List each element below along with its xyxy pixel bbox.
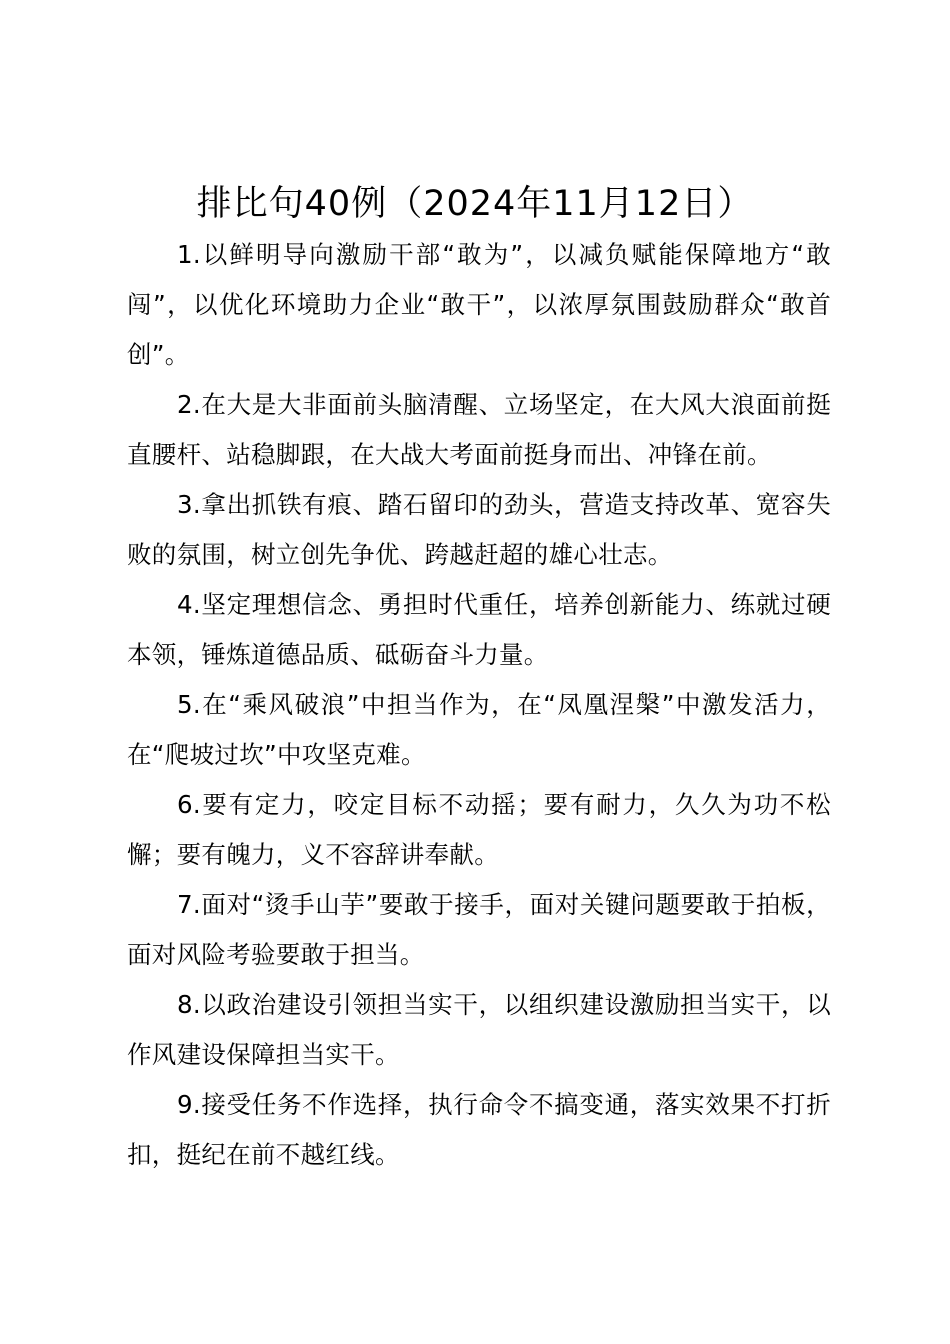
- paragraph-9: 9.接受任务不作选择，执行命令不搞变通，落实效果不打折扣，挺纪在前不越红线。: [127, 1090, 831, 1169]
- paragraph-2: 2.在大是大非面前头脑清醒、立场坚定，在大风大浪面前挺直腰杆、站稳脚跟，在大战大考面前挺身而出、冲锋在前。: [127, 390, 831, 469]
- paragraph-8: 8.以政治建设引领担当实干，以组织建设激励担当实干，以作风建设保障担当实干。: [127, 990, 831, 1069]
- paragraph-5: 5.在“乘风破浪”中担当作为，在“凤凰涅槃”中激发活力，在“爬坡过坎”中攻坚克难。: [127, 690, 831, 769]
- paragraph-6: 6.要有定力，咬定目标不动摇；要有耐力，久久为功不松懈；要有魄力，义不容辞讲奉献。: [127, 790, 831, 869]
- paragraph-3: 3.拿出抓铁有痕、踏石留印的劲头，营造支持改革、宽容失败的氛围，树立创先争优、跨越赶超的雄心壮志。: [127, 490, 831, 569]
- paragraph-4: 4.坚定理想信念、勇担时代重任，培养创新能力、练就过硬本领，锤炼道德品质、砥砺奋斗力量。: [127, 590, 831, 669]
- paragraph-1: 1.以鲜明导向激励干部“敢为”，以减负赋能保障地方“敢闯”，以优化环境助力企业“敢干”，以浓厚氛围鼓励群众“敢首创”。: [127, 240, 831, 369]
- document-body: [127, 230, 831, 1180]
- paragraph-7: 7.面对“烫手山芋”要敢于接手，面对关键问题要敢于拍板，面对风险考验要敢于担当。: [127, 890, 831, 969]
- document-title: 排比句40例（2024年11月12日）: [196, 184, 754, 224]
